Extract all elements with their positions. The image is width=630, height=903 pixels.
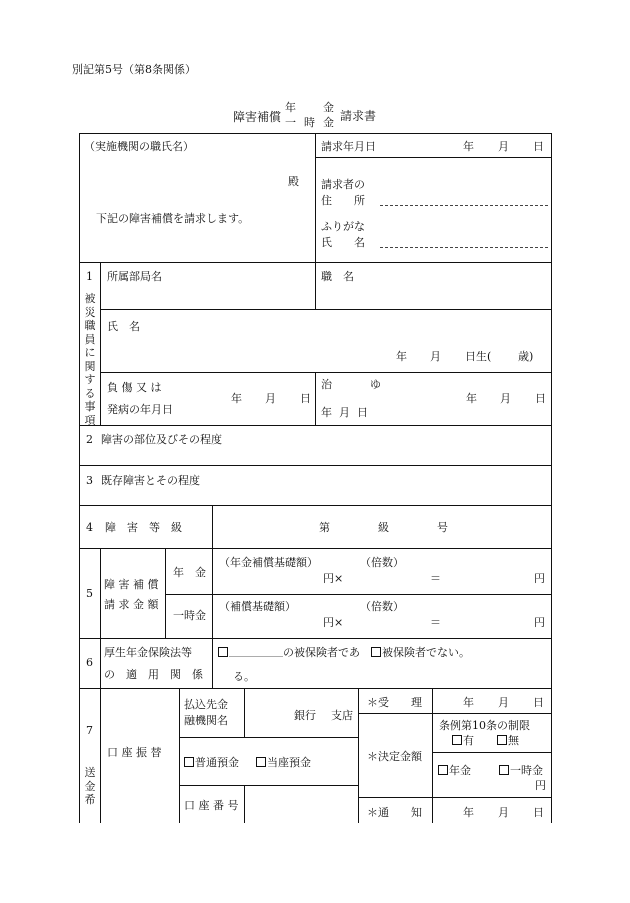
disability-grade-label: 障 害 等 級 [105, 521, 182, 534]
section5-number: 5 [86, 587, 93, 600]
section7-vertical-label: 送金希 [84, 766, 96, 806]
limit-no-label: 無 [508, 734, 519, 747]
injury-year[interactable]: 年 [231, 392, 242, 405]
claimant-address-label-2: 住 所 [321, 194, 365, 207]
decision-annuity-checkbox[interactable] [438, 765, 448, 775]
decision-annuity-option[interactable] [438, 764, 471, 777]
section1-number: 1 [86, 270, 93, 283]
claimant-address-label: 請求者の [321, 178, 365, 191]
annuity-row-label: 年 金 [173, 566, 206, 579]
decision-lump-checkbox[interactable] [499, 765, 509, 775]
title-suffix: 請求書 [340, 109, 377, 123]
injury-month[interactable]: 月 [265, 392, 276, 405]
section6-number: 6 [86, 656, 93, 669]
cure-day[interactable]: 日 [535, 392, 546, 405]
annuity-base-label: （年金補償基礎額） [219, 556, 318, 569]
insured-text-end: る。 [233, 670, 255, 683]
birth-month[interactable]: 月 [430, 350, 441, 363]
agency-label: （実施機関の職氏名） [84, 140, 194, 153]
employee-name-label: 氏 名 [107, 320, 140, 333]
title-annuity-char1: 年 [285, 101, 296, 114]
receipt-day[interactable]: 日 [533, 696, 544, 709]
lump-multiplier-label: （倍数） [360, 600, 404, 613]
limit-yes-label: 有 [463, 734, 474, 747]
claim-amount-label: 障 害 補 償 [104, 578, 159, 591]
birth-day[interactable]: 日生( [465, 350, 492, 363]
claimant-furigana-label: ふりがな [321, 220, 365, 233]
not-insured-option[interactable] [371, 646, 470, 659]
account-transfer-label: 口 座 振 替 [107, 746, 162, 759]
lump-yen: 円 [534, 616, 545, 629]
injury-date-label: 負 傷 又 は [107, 381, 162, 394]
decision-lump-label: 一時金 [510, 764, 543, 777]
insured-text: の被保険者であ [283, 646, 361, 659]
annuity-yen-times: 円× [323, 572, 344, 585]
decision-amount-label: ＊決定金額 [367, 750, 422, 763]
birth-year[interactable]: 年 [396, 350, 407, 363]
notice-year[interactable]: 年 [463, 806, 474, 819]
receipt-month[interactable]: 月 [498, 696, 509, 709]
lump-yen-times: 円× [323, 616, 344, 629]
pension-law-label-2: の 適 用 関 係 [104, 668, 203, 681]
pension-law-label: 厚生年金保険法等 [104, 646, 192, 659]
current-deposit-checkbox[interactable] [256, 757, 266, 767]
decision-annuity-label: 年金 [449, 764, 471, 777]
ordinance-limit-label: 条例第10条の制限 [439, 719, 530, 732]
lump-base-label: （補償基礎額） [219, 600, 296, 613]
grade-dai: 第 [319, 521, 330, 534]
not-insured-text: 被保険者でない。 [382, 646, 470, 659]
title-prefix: 障害補償 [233, 110, 282, 124]
document-reference: 別記第5号（第8条関係） [72, 63, 196, 76]
claim-amount-label-2: 請 求 金 額 [104, 598, 159, 611]
receipt-label: ＊受 理 [367, 696, 422, 709]
title-lump-char3: 金 [323, 116, 334, 129]
cure-label-year: 年 [321, 406, 332, 419]
title-lump-char1: 一 [285, 116, 296, 129]
ordinary-deposit-checkbox[interactable] [184, 757, 194, 767]
grade-kyu: 級 [378, 521, 389, 534]
section3-number: 3 [86, 474, 93, 487]
annuity-multiplier-label: （倍数） [360, 556, 404, 569]
title-lump-char2: 時 [304, 116, 315, 129]
insured-option[interactable] [218, 646, 360, 661]
current-deposit-option[interactable] [256, 756, 311, 769]
injury-day[interactable]: 日 [300, 392, 311, 405]
insurer-blank[interactable]: ＿＿＿＿＿＿ [229, 649, 284, 659]
bank-name-label: 払込先金 [184, 698, 228, 711]
notice-label: ＊通 知 [367, 806, 422, 819]
grade-go: 号 [437, 521, 448, 534]
cure-label: 治 [321, 378, 332, 391]
ordinary-deposit-label: 普通預金 [195, 756, 239, 769]
injury-date-label-2: 発病の年月日 [107, 403, 173, 416]
title-annuity-char2: 金 [323, 101, 334, 114]
cure-month[interactable]: 月 [500, 392, 511, 405]
annuity-equals: ＝ [430, 572, 441, 585]
branch-suffix[interactable]: 支店 [331, 709, 353, 722]
limit-yes-checkbox[interactable] [452, 735, 462, 745]
cure-label-day: 日 [357, 406, 368, 419]
honorific-dono: 殿 [288, 175, 299, 188]
limit-no-option[interactable] [497, 734, 519, 747]
cure-label-month: 月 [339, 406, 350, 419]
receipt-year[interactable]: 年 [463, 696, 474, 709]
request-date-month[interactable]: 月 [498, 140, 509, 153]
notice-day[interactable]: 日 [533, 806, 544, 819]
section7-number: 7 [86, 724, 93, 737]
notice-month[interactable]: 月 [498, 806, 509, 819]
position-label: 職 名 [321, 270, 354, 283]
cure-year[interactable]: 年 [466, 392, 477, 405]
age-suffix[interactable]: 歳) [518, 350, 534, 363]
request-date-day[interactable]: 日 [533, 140, 544, 153]
not-insured-checkbox[interactable] [371, 647, 381, 657]
decision-lump-option[interactable] [499, 764, 543, 777]
account-number-label: 口 座 番 号 [184, 799, 239, 812]
section2-number: 2 [86, 433, 93, 446]
annuity-yen: 円 [534, 572, 545, 585]
disability-label: 障害の部位及びその程度 [101, 433, 222, 446]
request-statement: 下記の障害補償を請求します。 [96, 212, 250, 225]
lump-row-label: 一時金 [173, 609, 206, 622]
request-date-label: 請求年月日 [321, 140, 376, 153]
section4-number: 4 [86, 521, 93, 534]
ordinary-deposit-option[interactable] [184, 756, 239, 769]
cure-label-2: ゆ [370, 378, 381, 391]
limit-yes-option[interactable] [452, 734, 474, 747]
bank-suffix[interactable]: 銀行 [294, 709, 316, 722]
lump-equals: ＝ [430, 616, 441, 629]
insured-checkbox[interactable] [218, 647, 228, 657]
existing-disability-label: 既存障害とその程度 [101, 474, 200, 487]
section1-vertical-label: 被災職員に関する事項 [84, 292, 96, 427]
decision-yen: 円 [535, 779, 546, 792]
claimant-name-label: 氏 名 [321, 236, 365, 249]
limit-no-checkbox[interactable] [497, 735, 507, 745]
request-date-year[interactable]: 年 [463, 140, 474, 153]
bank-name-label-2: 融機関名 [184, 714, 228, 727]
dept-label: 所属部局名 [107, 270, 162, 283]
current-deposit-label: 当座預金 [267, 756, 311, 769]
